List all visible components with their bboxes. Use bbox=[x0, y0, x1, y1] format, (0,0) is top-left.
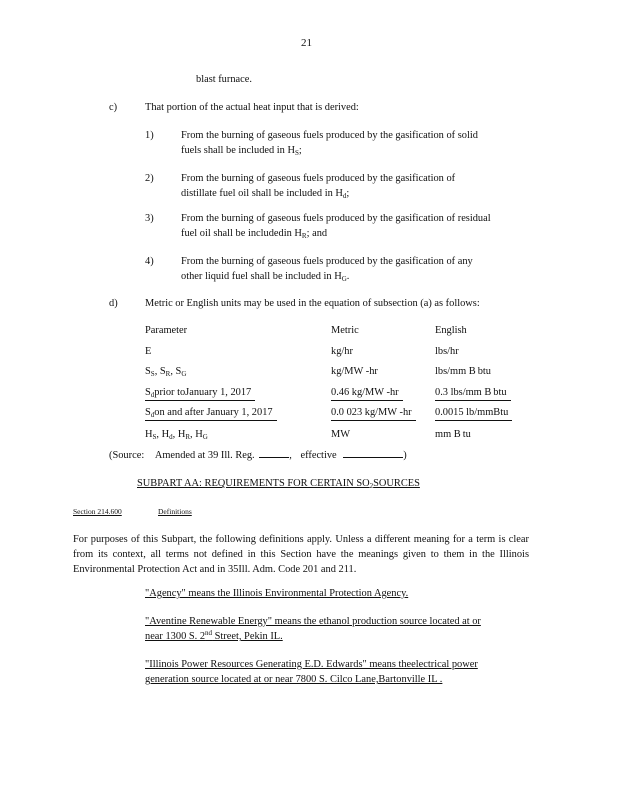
table-row bbox=[145, 406, 545, 420]
subitem-line: distillate fuel oil shall be included in $H_d$; bbox=[181, 188, 350, 200]
table-header-cell: English bbox=[435, 325, 467, 336]
table-cell: 0.0 023 kg/MW -hr bbox=[331, 406, 416, 421]
subpart-heading: SUBPART AA: REQUIREMENTS FOR CERTAIN $SO_2SOURCES$ bbox=[137, 478, 420, 490]
table-cell: kg/hr bbox=[331, 346, 353, 357]
table-cell: $S_dprior$ toJanuary 1, 2017 bbox=[145, 386, 255, 401]
source-prefix: (Source: bbox=[109, 450, 145, 461]
item-d-marker: d) bbox=[109, 298, 118, 309]
subitem-line: From the burning of gaseous fuels produced by the gasification of residual bbox=[181, 213, 491, 224]
table-cell: $S_don$ and after January 1, 2017 bbox=[145, 406, 277, 421]
definition-agency: "Agency" means the Illinois Environmental Protection Agency. bbox=[145, 588, 409, 599]
table-cell: E bbox=[145, 346, 152, 357]
source-blank bbox=[259, 457, 289, 458]
definition-aventine: "Aventine Renewable Energy" means the ethanol production source located at or near 1300 S. 2nd Street, Pekin IL. bbox=[145, 616, 481, 642]
table-cell: kg/MW -hr bbox=[331, 366, 378, 377]
table-header-cell: Parameter bbox=[145, 325, 188, 336]
table-cell: lbs/hr bbox=[435, 346, 459, 357]
table-header-row bbox=[145, 324, 545, 338]
table-cell: MW bbox=[331, 429, 351, 440]
continuation-text: blast furnace. bbox=[196, 74, 252, 85]
table-cell: lbs/mm B btu bbox=[435, 366, 491, 377]
subitem-marker: 3) bbox=[145, 213, 154, 224]
table-row bbox=[145, 428, 545, 442]
subitem-line: From the burning of gaseous fuels produced by the gasification of bbox=[181, 173, 456, 184]
table-row bbox=[145, 386, 545, 400]
subitem-line: fuels shall be included in $H_S$; bbox=[181, 145, 302, 157]
source-effective: effective bbox=[300, 450, 337, 461]
subitem-marker: 4) bbox=[145, 256, 154, 267]
table-cell: 0.0015 lb/mmBtu bbox=[435, 406, 512, 421]
source-blank bbox=[343, 457, 403, 458]
definition-edwards: "Illinois Power Resources Generating E.D. Edwards" means theelectrical power generation source located at or near 7800 S. Cilco Lane,Bartonville IL . bbox=[145, 659, 478, 685]
subitem-line: other liquid fuel shall be included in $H_G$. bbox=[181, 271, 350, 283]
table-cell: 0.46 kg/MW -hr bbox=[331, 386, 403, 401]
source-note: (Source: Amended at 39 Ill. Reg. , effective ) bbox=[109, 450, 407, 461]
item-d-text: Metric or English units may be used in the equation of subsection (a) as follows: bbox=[145, 298, 480, 309]
source-amended: Amended at 39 Ill. Reg. bbox=[154, 450, 255, 461]
table-cell: mm B tu bbox=[435, 429, 471, 440]
subitem-marker: 1) bbox=[145, 130, 154, 141]
page-number: 21 bbox=[301, 37, 312, 49]
table-cell: 0.3 lbs/mm B btu bbox=[435, 386, 511, 401]
subitem-marker: 2) bbox=[145, 173, 154, 184]
table-header-cell: Metric bbox=[331, 325, 359, 336]
subitem-line: fuel oil shall be includedin $H_R$; and bbox=[181, 228, 328, 240]
table-row bbox=[145, 365, 545, 379]
subitem-line: From the burning of gaseous fuels produced by the gasification of any bbox=[181, 256, 473, 267]
subitem-line: From the burning of gaseous fuels produced by the gasification of solid bbox=[181, 130, 478, 141]
table-cell: $S_S$, $S_R$, $S_G$ bbox=[145, 366, 187, 378]
table-row bbox=[145, 345, 545, 359]
item-c-marker: c) bbox=[109, 102, 118, 113]
section-number: Section 214.600 bbox=[73, 507, 122, 516]
section-title: Definitions bbox=[158, 507, 192, 516]
table-cell: $H_S$, $H_d$, $H_R$, $H_G$ bbox=[145, 429, 208, 441]
item-c-text: That portion of the actual heat input that is derived: bbox=[145, 102, 359, 113]
intro-paragraph: For purposes of this Subpart, the following definitions apply. Unless a different meaning for a term is clear from its context, all terms not defined in this Section have the meanings given to them in the Illinois Environmental Protection Act and in 35Ill. Adm. Code 201 and 211. bbox=[73, 534, 529, 575]
